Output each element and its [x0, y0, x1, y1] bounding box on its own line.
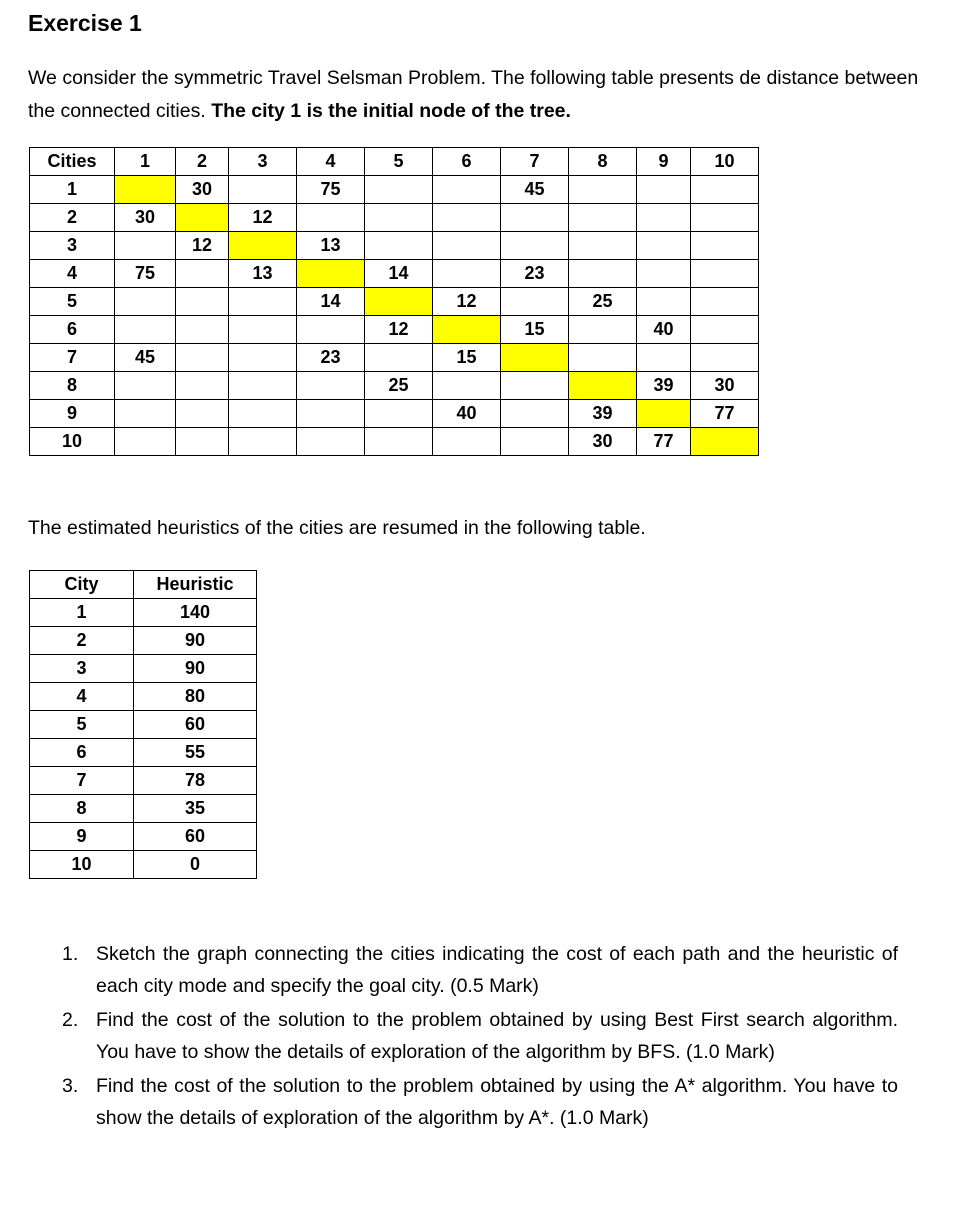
distance-cell	[691, 316, 759, 344]
distance-cell: 75	[115, 260, 176, 288]
distance-cell	[691, 288, 759, 316]
distance-row	[30, 288, 759, 316]
distance-cell	[115, 428, 176, 456]
distance-cell: 12	[365, 316, 433, 344]
heuristic-city-cell: 7	[30, 767, 134, 795]
heuristic-city-cell: 2	[30, 627, 134, 655]
heuristic-header-row	[30, 571, 257, 599]
distance-cell	[691, 204, 759, 232]
diagonal-cell	[691, 428, 759, 456]
distance-cell	[433, 428, 501, 456]
diagonal-cell	[637, 400, 691, 428]
distance-cell	[229, 288, 297, 316]
row-header: 3	[30, 232, 115, 260]
heuristic-table	[29, 570, 257, 879]
row-header: 8	[30, 372, 115, 400]
distance-cell	[433, 176, 501, 204]
distance-row	[30, 232, 759, 260]
distance-cell	[229, 428, 297, 456]
distance-cell	[501, 400, 569, 428]
question-text: Find the cost of the solution to the problem obtained by using Best First search algorithm. You have to show the details of exploration of the algorithm by BFS. (1.0 Mark)	[96, 1009, 898, 1063]
question-text: Find the cost of the solution to the problem obtained by using the A* algorithm. You have to show the details of exploration of the algorithm by A*. (1.0 Mark)	[96, 1075, 898, 1129]
distance-cell	[176, 316, 229, 344]
row-header: 2	[30, 204, 115, 232]
distance-cell: 23	[501, 260, 569, 288]
distance-cell	[365, 400, 433, 428]
distance-cell	[691, 176, 759, 204]
question-list	[62, 938, 898, 1136]
column-header: 8	[569, 148, 637, 176]
column-header: 3	[229, 148, 297, 176]
distance-cell	[176, 344, 229, 372]
distance-cell: 40	[637, 316, 691, 344]
intro-text: We consider the symmetric Travel Selsman Problem. The following table presents de distance between the connected cities.	[28, 67, 919, 122]
distance-cell	[637, 288, 691, 316]
exercise-title: Exercise 1	[28, 10, 142, 36]
diagonal-cell	[569, 372, 637, 400]
row-header: 6	[30, 316, 115, 344]
distance-cell	[176, 428, 229, 456]
distance-cell	[176, 372, 229, 400]
distance-cell	[501, 372, 569, 400]
column-header: 6	[433, 148, 501, 176]
distance-cell: 15	[433, 344, 501, 372]
distance-cell: 45	[115, 344, 176, 372]
column-header: 2	[176, 148, 229, 176]
intro-paragraph	[28, 62, 928, 128]
diagonal-cell	[297, 260, 365, 288]
distance-cell	[501, 232, 569, 260]
distance-cell: 14	[297, 288, 365, 316]
distance-header-row	[30, 148, 759, 176]
distance-cell: 25	[569, 288, 637, 316]
distance-table	[29, 147, 759, 456]
distance-cell	[569, 316, 637, 344]
intro-bold-text: The city 1 is the initial node of the tree.	[211, 100, 571, 122]
heuristic-city-cell: 3	[30, 655, 134, 683]
row-header: 5	[30, 288, 115, 316]
heuristic-city-cell: 4	[30, 683, 134, 711]
question-item	[62, 1004, 898, 1068]
distance-cell	[569, 232, 637, 260]
row-header: 1	[30, 176, 115, 204]
distance-row	[30, 260, 759, 288]
distance-cell	[229, 176, 297, 204]
distance-cell: 15	[501, 316, 569, 344]
distance-cell	[569, 176, 637, 204]
heuristic-column-header: City	[30, 571, 134, 599]
distance-cell	[637, 232, 691, 260]
distance-cell	[691, 232, 759, 260]
heuristic-city-cell: 9	[30, 823, 134, 851]
distance-cell: 23	[297, 344, 365, 372]
distance-cell	[229, 372, 297, 400]
distance-cell	[115, 372, 176, 400]
heuristic-row	[30, 599, 257, 627]
distance-cell	[691, 260, 759, 288]
distance-cell: 13	[297, 232, 365, 260]
diagonal-cell	[176, 204, 229, 232]
distance-cell	[176, 288, 229, 316]
distance-cell	[365, 204, 433, 232]
question-item	[62, 1070, 898, 1134]
distance-cell	[297, 428, 365, 456]
distance-cell: 12	[433, 288, 501, 316]
column-header: 1	[115, 148, 176, 176]
distance-row	[30, 176, 759, 204]
cities-header: Cities	[30, 148, 115, 176]
distance-cell	[569, 260, 637, 288]
distance-cell	[297, 372, 365, 400]
distance-cell	[433, 372, 501, 400]
heuristic-row	[30, 851, 257, 879]
distance-cell	[501, 204, 569, 232]
heuristic-value-cell: 78	[134, 767, 257, 795]
question-text: Sketch the graph connecting the cities indicating the cost of each path and the heuristic of each city mode and specify the goal city. (0.5 Mark)	[96, 943, 898, 997]
distance-cell	[637, 344, 691, 372]
distance-row	[30, 316, 759, 344]
distance-cell: 12	[176, 232, 229, 260]
distance-cell: 30	[691, 372, 759, 400]
row-header: 9	[30, 400, 115, 428]
distance-cell	[637, 204, 691, 232]
distance-cell	[365, 344, 433, 372]
heuristic-row	[30, 739, 257, 767]
column-header: 10	[691, 148, 759, 176]
distance-cell: 45	[501, 176, 569, 204]
distance-cell: 30	[569, 428, 637, 456]
heuristic-value-cell: 90	[134, 627, 257, 655]
heuristic-city-cell: 8	[30, 795, 134, 823]
row-header: 10	[30, 428, 115, 456]
heuristic-value-cell: 80	[134, 683, 257, 711]
column-header: 5	[365, 148, 433, 176]
distance-cell	[691, 344, 759, 372]
row-header: 7	[30, 344, 115, 372]
diagonal-cell	[115, 176, 176, 204]
heuristic-row	[30, 795, 257, 823]
distance-cell	[115, 316, 176, 344]
distance-cell: 25	[365, 372, 433, 400]
heuristic-city-cell: 1	[30, 599, 134, 627]
question-number: 3.	[62, 1075, 79, 1097]
distance-row	[30, 428, 759, 456]
distance-cell	[297, 316, 365, 344]
column-header: 9	[637, 148, 691, 176]
distance-cell: 30	[115, 204, 176, 232]
diagonal-cell	[501, 344, 569, 372]
heuristic-city-cell: 10	[30, 851, 134, 879]
distance-row	[30, 344, 759, 372]
distance-row	[30, 400, 759, 428]
heuristic-value-cell: 60	[134, 711, 257, 739]
heuristic-row	[30, 683, 257, 711]
heuristic-city-cell: 6	[30, 739, 134, 767]
distance-cell	[637, 260, 691, 288]
distance-cell	[501, 428, 569, 456]
heuristic-row	[30, 767, 257, 795]
distance-cell	[229, 316, 297, 344]
distance-cell	[433, 232, 501, 260]
distance-cell	[365, 176, 433, 204]
row-header: 4	[30, 260, 115, 288]
distance-cell: 12	[229, 204, 297, 232]
distance-cell	[297, 400, 365, 428]
distance-cell: 40	[433, 400, 501, 428]
heuristic-row	[30, 823, 257, 851]
distance-cell	[115, 232, 176, 260]
heuristic-row	[30, 655, 257, 683]
distance-cell	[569, 204, 637, 232]
heuristic-intro: The estimated heuristics of the cities are resumed in the following table.	[28, 517, 646, 539]
diagonal-cell	[229, 232, 297, 260]
distance-cell: 14	[365, 260, 433, 288]
column-header: 4	[297, 148, 365, 176]
distance-cell	[365, 232, 433, 260]
distance-row	[30, 372, 759, 400]
distance-cell	[176, 400, 229, 428]
distance-cell	[433, 260, 501, 288]
distance-cell	[501, 288, 569, 316]
heuristic-row	[30, 627, 257, 655]
distance-cell	[297, 204, 365, 232]
distance-cell	[176, 260, 229, 288]
distance-cell	[115, 288, 176, 316]
distance-cell	[433, 204, 501, 232]
distance-cell	[569, 344, 637, 372]
heuristic-row	[30, 711, 257, 739]
distance-cell	[115, 400, 176, 428]
distance-cell	[365, 428, 433, 456]
distance-cell	[229, 344, 297, 372]
distance-row	[30, 204, 759, 232]
heuristic-column-header: Heuristic	[134, 571, 257, 599]
distance-cell: 77	[691, 400, 759, 428]
heuristic-value-cell: 0	[134, 851, 257, 879]
heuristic-value-cell: 140	[134, 599, 257, 627]
heuristic-value-cell: 90	[134, 655, 257, 683]
heuristic-city-cell: 5	[30, 711, 134, 739]
question-number: 1.	[62, 943, 79, 965]
diagonal-cell	[365, 288, 433, 316]
distance-cell: 39	[637, 372, 691, 400]
diagonal-cell	[433, 316, 501, 344]
question-number: 2.	[62, 1009, 79, 1031]
distance-cell: 30	[176, 176, 229, 204]
heuristic-value-cell: 35	[134, 795, 257, 823]
question-item	[62, 938, 898, 1002]
distance-cell: 39	[569, 400, 637, 428]
distance-cell	[637, 176, 691, 204]
distance-cell: 75	[297, 176, 365, 204]
heuristic-value-cell: 60	[134, 823, 257, 851]
distance-cell: 77	[637, 428, 691, 456]
distance-cell	[229, 400, 297, 428]
heuristic-value-cell: 55	[134, 739, 257, 767]
distance-cell: 13	[229, 260, 297, 288]
column-header: 7	[501, 148, 569, 176]
